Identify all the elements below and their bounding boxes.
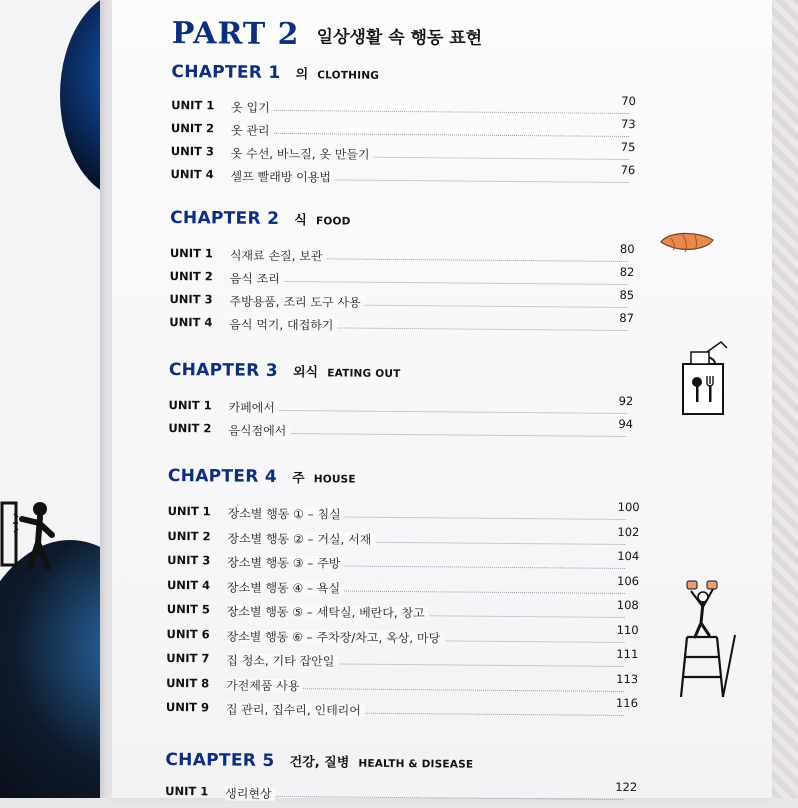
page-number: 87: [619, 310, 635, 326]
decorative-dark-circle: [0, 540, 112, 798]
unit-number: UNIT 1: [168, 397, 212, 413]
page-number: 104: [617, 548, 640, 564]
unit-title: 장소별 행동 ⑤ – 세탁실, 베란다, 창고: [227, 605, 429, 621]
part-label: PART 2: [171, 15, 300, 53]
chapter-number: CHAPTER 4: [167, 465, 278, 487]
unit-title: 장소별 행동 ④ – 욕실: [227, 580, 344, 595]
chapter-title-ko: 식: [294, 213, 307, 229]
unit-number: UNIT 2: [167, 528, 211, 543]
unit-title: 장소별 행동 ③ – 주방: [227, 556, 344, 571]
unit-title: 카페에서: [228, 401, 278, 415]
toc-row[interactable]: [166, 696, 766, 726]
chapter-title-en: EATING OUT: [327, 367, 401, 381]
unit-number: UNIT 3: [167, 552, 211, 568]
takeout-bag-icon: [677, 338, 732, 418]
unit-title: 집 관리, 집수리, 인테리어: [226, 702, 365, 717]
unit-number: UNIT 9: [165, 699, 210, 715]
dot-leader: [229, 410, 627, 414]
chapter-1: [170, 62, 771, 191]
page-number: 111: [616, 646, 639, 662]
page-number: 70: [621, 93, 636, 109]
chapter-5: [165, 750, 765, 808]
chapter-number: CHAPTER 3: [168, 359, 279, 381]
unit-title: 장소별 행동 ② – 거실, 서재: [227, 531, 375, 546]
toc-row[interactable]: [169, 311, 769, 339]
unit-title: 장소별 행동 ① – 침실: [228, 507, 345, 522]
chapter-title-ko: 주: [292, 471, 305, 487]
page-number: 100: [617, 499, 640, 515]
toc-page: [112, 0, 772, 801]
unit-title: 식재료 손질, 보관: [230, 249, 327, 264]
unit-number: UNIT 3: [169, 291, 213, 307]
toc-row[interactable]: [168, 417, 768, 445]
page-number: 106: [616, 573, 640, 588]
unit-title: 가전제품 사용: [226, 678, 303, 693]
part-header: [172, 16, 483, 54]
unit-number: UNIT 1: [167, 503, 211, 519]
page-number: 113: [616, 671, 639, 686]
page-number: 116: [615, 695, 638, 711]
dot-leader: [231, 110, 629, 114]
page-number: 110: [616, 622, 639, 637]
chapter-title-ko: 의: [295, 67, 309, 83]
unit-title: 생리현상: [225, 786, 275, 800]
chapter-title-ko: 건강, 질병: [289, 755, 350, 771]
unit-number: UNIT 3: [170, 143, 214, 159]
croissant-icon: [657, 228, 717, 258]
person-door-icon: [0, 495, 60, 575]
page-number: 80: [619, 241, 635, 257]
unit-title: 옷 입기: [231, 101, 274, 115]
unit-title: 집 청소, 기타 잡안일: [226, 653, 338, 668]
unit-title: 음식점에서: [228, 424, 290, 439]
unit-title: 주방용품, 조리 도구 사용: [229, 295, 364, 310]
person-ladder-icon: [677, 575, 742, 700]
chapter-number: CHAPTER 5: [165, 749, 275, 771]
unit-number: UNIT 5: [166, 601, 210, 617]
page-number: 92: [618, 393, 634, 409]
chapter-number: CHAPTER 1: [171, 61, 281, 83]
part-title: 일상생활 속 행동 표현: [316, 27, 483, 49]
page-number: 108: [616, 597, 639, 613]
unit-number: UNIT 2: [169, 268, 213, 284]
unit-title: 음식 먹기, 대접하기: [229, 318, 337, 333]
chapter-title-en: CLOTHING: [317, 69, 380, 82]
page-number: 102: [617, 524, 640, 539]
unit-number: UNIT 1: [171, 97, 215, 113]
unit-title: 장소별 행동 ⑥ – 주차장/차고, 옥상, 마당: [226, 629, 444, 645]
unit-number: UNIT 4: [169, 314, 213, 330]
unit-number: UNIT 8: [166, 675, 210, 690]
chapter-title-ko: 외식: [292, 365, 319, 381]
unit-number: UNIT 6: [166, 626, 210, 641]
unit-number: UNIT 7: [166, 650, 210, 666]
page-number: 85: [619, 287, 635, 303]
toc-row[interactable]: [165, 780, 765, 808]
unit-title: 옷 관리: [231, 124, 274, 138]
unit-number: UNIT 4: [166, 577, 211, 592]
unit-number: UNIT 1: [165, 783, 209, 799]
page-number: 76: [620, 162, 636, 178]
dot-leader: [230, 281, 628, 285]
chapter-number: CHAPTER 2: [170, 207, 280, 229]
unit-title: 셀프 빨래방 이용법: [230, 170, 334, 185]
unit-title: 옷 수선, 바느질, 옷 만들기: [231, 147, 374, 162]
left-page: [0, 0, 112, 798]
toc-row[interactable]: [170, 163, 770, 191]
page-number: 82: [619, 264, 635, 280]
unit-number: UNIT 2: [170, 120, 215, 136]
chapter-title-en: HEALTH & DISEASE: [358, 757, 474, 771]
unit-number: UNIT 1: [169, 245, 214, 261]
page-number: 122: [615, 779, 638, 795]
unit-number: UNIT 2: [168, 420, 212, 436]
dot-leader: [231, 133, 629, 137]
page-number: 73: [620, 116, 636, 132]
page-number: 94: [618, 416, 634, 432]
chapter-title-en: HOUSE: [313, 473, 356, 486]
page-number: 75: [620, 139, 636, 155]
unit-number: UNIT 4: [170, 166, 214, 182]
unit-title: 음식 조리: [230, 272, 284, 286]
chapter-title-en: FOOD: [315, 215, 351, 228]
